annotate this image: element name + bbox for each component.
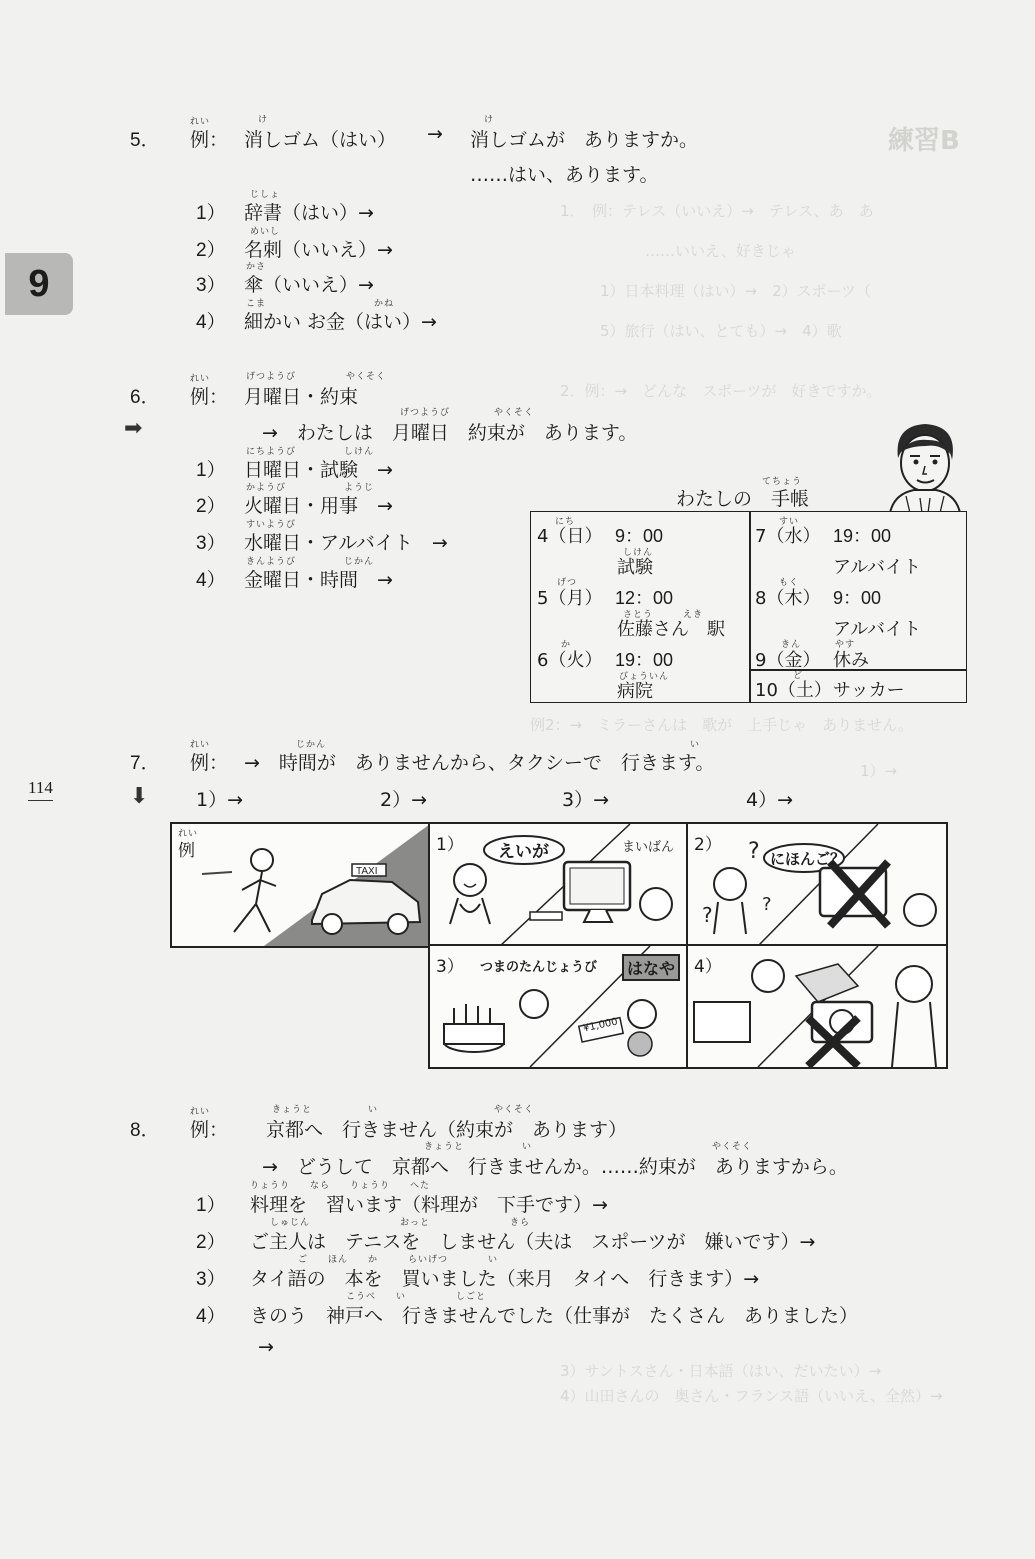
drill-item: 名刺（いいえ）→ bbox=[244, 239, 393, 261]
exercise-5-number: 5． bbox=[130, 130, 160, 151]
furigana: か bbox=[561, 640, 572, 650]
schedule-day: 5（月） bbox=[537, 588, 603, 609]
schedule-table bbox=[530, 511, 967, 703]
schedule-day: 8（木） bbox=[755, 588, 821, 609]
ghost-line: 1． 例：テレス（いいえ）→ テレス、あ あ bbox=[560, 202, 874, 220]
furigana: かさ bbox=[246, 262, 267, 272]
furigana: てちょう bbox=[762, 477, 803, 487]
comic-panel-example bbox=[170, 822, 432, 948]
schedule-event: 佐藤さん 駅 bbox=[617, 619, 725, 640]
schedule-event: アルバイト bbox=[833, 557, 922, 578]
example-label: 例： bbox=[190, 386, 229, 408]
item-number: 2） bbox=[196, 1232, 226, 1253]
drill-item: 傘（いいえ）→ bbox=[244, 274, 374, 296]
drill-item: 辞書（はい）→ bbox=[244, 202, 374, 224]
example-answer: → どうして 京都へ 行きませんか。……約束が ありますから。 bbox=[262, 1156, 848, 1178]
ghost-line: 2．例：→ どんな スポーツが 好きですか。 bbox=[560, 382, 882, 400]
speech-bubble-text: えいが bbox=[498, 842, 549, 862]
drill-item: 1）→ bbox=[196, 789, 244, 811]
panel-caption: まいばん bbox=[622, 840, 675, 855]
schedule-time: 9：00 bbox=[615, 526, 664, 546]
furigana: じかん bbox=[344, 557, 375, 567]
ghost-title: 練習B bbox=[888, 126, 960, 156]
furigana: びょういん bbox=[619, 672, 670, 682]
furigana: きん bbox=[781, 640, 802, 650]
furigana: りょうり なら りょうり へた bbox=[250, 1181, 431, 1191]
panel-label: 3） bbox=[436, 957, 464, 977]
schedule-time: 19：00 bbox=[615, 650, 674, 670]
example-answer: ……はい、あります。 bbox=[470, 164, 659, 186]
schedule-day: 7（水） bbox=[755, 526, 821, 547]
item-number: 2） bbox=[196, 496, 226, 517]
exercise-8-number: 8． bbox=[130, 1120, 160, 1141]
furigana: すいようび bbox=[246, 520, 297, 530]
furigana: もく bbox=[779, 578, 800, 588]
svg-text:?: ? bbox=[702, 903, 713, 927]
furigana: い bbox=[368, 1105, 379, 1115]
furigana: しゅじん おっと きら bbox=[270, 1218, 531, 1228]
furigana: い bbox=[690, 740, 701, 750]
drill-item: 4）→ bbox=[746, 789, 794, 811]
furigana: きょうと bbox=[272, 1105, 313, 1115]
item-number: 3） bbox=[196, 275, 226, 296]
furigana: やくそく bbox=[494, 408, 535, 418]
drill-item: 水曜日・アルバイト → bbox=[244, 532, 448, 554]
furigana: ど bbox=[793, 671, 804, 681]
furigana: け bbox=[484, 115, 495, 125]
furigana: にち bbox=[555, 517, 576, 527]
ghost-line: 4）山田さんの 奥さん・フランス語（いいえ、全然）→ bbox=[560, 1387, 943, 1405]
furigana: げつようび bbox=[246, 372, 297, 382]
example-cue: 消しゴム（はい） bbox=[244, 129, 397, 151]
example-question: 消しゴムが ありますか。 bbox=[470, 129, 699, 151]
panel-label: 1） bbox=[436, 835, 464, 855]
furigana: ようじ bbox=[344, 483, 375, 493]
schedule-time: 9：00 bbox=[833, 588, 882, 608]
ghost-line: 1）→ bbox=[860, 762, 898, 780]
furigana: きょうと bbox=[424, 1142, 465, 1152]
flower-shop-sign: はなや bbox=[622, 954, 680, 981]
down-arrow-icon: ⬇ bbox=[130, 784, 149, 809]
furigana: やくそく bbox=[494, 1105, 535, 1115]
exercise-7-number: 7． bbox=[130, 753, 160, 774]
svg-text:?: ? bbox=[762, 894, 772, 915]
furigana: じしょ bbox=[250, 190, 281, 200]
chapter-tab: 9 bbox=[5, 253, 73, 315]
right-arrow-icon: ➡ bbox=[124, 416, 143, 441]
drill-item: 料理を 習います（料理が 下手です）→ bbox=[250, 1194, 608, 1216]
furigana: げつようび bbox=[400, 408, 451, 418]
item-number: 1） bbox=[196, 1195, 226, 1216]
schedule-event: サッカー bbox=[833, 680, 905, 701]
schedule-day: 9（金） bbox=[755, 650, 821, 671]
furigana: れい bbox=[190, 740, 211, 750]
furigana: い bbox=[522, 1142, 533, 1152]
svg-text:?: ? bbox=[748, 839, 760, 864]
furigana: こま bbox=[246, 299, 267, 309]
page-number: 114 bbox=[28, 778, 53, 801]
furigana: やくそく bbox=[346, 372, 387, 382]
schedule-time: 19：00 bbox=[833, 526, 892, 546]
exercise-6-number: 6． bbox=[130, 387, 160, 408]
schedule-event: アルバイト bbox=[833, 619, 922, 640]
example-label: 例： bbox=[190, 129, 229, 151]
camera-illustration bbox=[688, 946, 946, 1067]
schedule-event: 病院 bbox=[617, 681, 653, 702]
ghost-line: 5）旅行（はい、とても）→ 4）歌 bbox=[600, 322, 842, 340]
taxi-sign-text: TAXI bbox=[356, 866, 378, 877]
furigana: ご ほん か らいげつ い bbox=[298, 1255, 499, 1265]
item-number: 1） bbox=[196, 203, 226, 224]
example-label: 例： bbox=[190, 1119, 229, 1141]
drill-item: 3）→ bbox=[562, 789, 610, 811]
furigana: かようび bbox=[246, 483, 287, 493]
furigana: すい bbox=[779, 517, 800, 527]
furigana: げつ bbox=[557, 578, 578, 588]
furigana: めいし bbox=[250, 227, 281, 237]
schedule-time: 12：00 bbox=[615, 588, 674, 608]
schedule-event: 試験 bbox=[617, 557, 653, 578]
panel-label: 例 bbox=[178, 841, 195, 861]
price-tag: ¥1,000 bbox=[582, 1016, 619, 1035]
furigana: れい bbox=[190, 117, 211, 127]
example-answer: → わたしは 月曜日 約束が あります。 bbox=[262, 422, 638, 444]
ghost-line: 1）日本料理（はい）→ 2）スポーツ（ bbox=[600, 282, 872, 300]
furigana: こうべ い しごと bbox=[346, 1292, 487, 1302]
drill-item: 金曜日・時間 → bbox=[244, 569, 393, 591]
panel-label: 2） bbox=[694, 835, 722, 855]
furigana: かね bbox=[374, 299, 395, 309]
item-number: 4） bbox=[196, 1306, 226, 1327]
comic-panel-4 bbox=[686, 944, 948, 1069]
drill-item: タイ語の 本を 買いました（来月 タイへ 行きます）→ bbox=[250, 1268, 760, 1290]
furigana: やす bbox=[835, 640, 856, 650]
ghost-line: ……いいえ、好きじゃ bbox=[600, 242, 796, 260]
japanese-tv-illustration bbox=[688, 824, 946, 946]
furigana: にちようび bbox=[246, 447, 297, 457]
schedule-title: わたしの 手帳 bbox=[676, 488, 810, 510]
comic-panel-2 bbox=[686, 822, 948, 948]
ghost-line: 3）サントスさん・日本語（はい、だいたい）→ bbox=[560, 1362, 882, 1380]
furigana: れい bbox=[190, 1107, 211, 1117]
furigana: け bbox=[258, 115, 269, 125]
arrow-icon: → bbox=[258, 1336, 274, 1358]
furigana: やくそく bbox=[712, 1142, 753, 1152]
example-cue: 月曜日・約束 bbox=[244, 386, 359, 408]
furigana: きんようび bbox=[246, 557, 297, 567]
schedule-day: 6（火） bbox=[537, 650, 603, 671]
furigana: しけん bbox=[344, 447, 375, 457]
man-portrait-illustration bbox=[880, 418, 970, 513]
schedule-day: 10（土） bbox=[755, 680, 832, 701]
schedule-event: 休み bbox=[833, 650, 869, 671]
table-divider bbox=[749, 512, 751, 702]
ghost-line: 例2：→ ミラーさんは 歌が 上手じゃ ありません。 bbox=[500, 716, 914, 734]
panel-caption: つまのたんじょうび bbox=[480, 960, 598, 975]
example-answer: → 時間が ありませんから、タクシーで 行きます。 bbox=[244, 752, 715, 774]
item-number: 4） bbox=[196, 570, 226, 591]
item-number: 3） bbox=[196, 1269, 226, 1290]
example-cue: 京都へ 行きません（約束が あります） bbox=[266, 1119, 628, 1141]
drill-item: 2）→ bbox=[380, 789, 428, 811]
comic-panel-3 bbox=[428, 944, 690, 1069]
furigana: しけん bbox=[623, 548, 654, 558]
arrow-icon: → bbox=[427, 123, 443, 145]
item-number: 2） bbox=[196, 240, 226, 261]
furigana: れい bbox=[178, 829, 199, 839]
drill-item: 細かい お金（はい）→ bbox=[244, 311, 437, 333]
furigana: じかん bbox=[296, 740, 327, 750]
drill-item: 日曜日・試験 → bbox=[244, 459, 393, 481]
drill-item: 火曜日・用事 → bbox=[244, 495, 393, 517]
example-label: 例： bbox=[190, 752, 229, 774]
speech-bubble-text: にほんご？ bbox=[770, 850, 846, 868]
furigana: さとう えき bbox=[623, 610, 704, 620]
item-number: 4） bbox=[196, 312, 226, 333]
furigana: れい bbox=[190, 374, 211, 384]
comic-panel-1 bbox=[428, 822, 690, 948]
drill-item: きのう 神戸へ 行きませんでした（仕事が たくさん ありました） bbox=[250, 1305, 859, 1327]
item-number: 1） bbox=[196, 460, 226, 481]
taxi-illustration bbox=[172, 824, 430, 946]
panel-label: 4） bbox=[694, 957, 722, 977]
drill-item: ご主人は テニスを しません（夫は スポーツが 嫌いです）→ bbox=[250, 1231, 816, 1253]
item-number: 3） bbox=[196, 533, 226, 554]
schedule-day: 4（日） bbox=[537, 526, 603, 547]
